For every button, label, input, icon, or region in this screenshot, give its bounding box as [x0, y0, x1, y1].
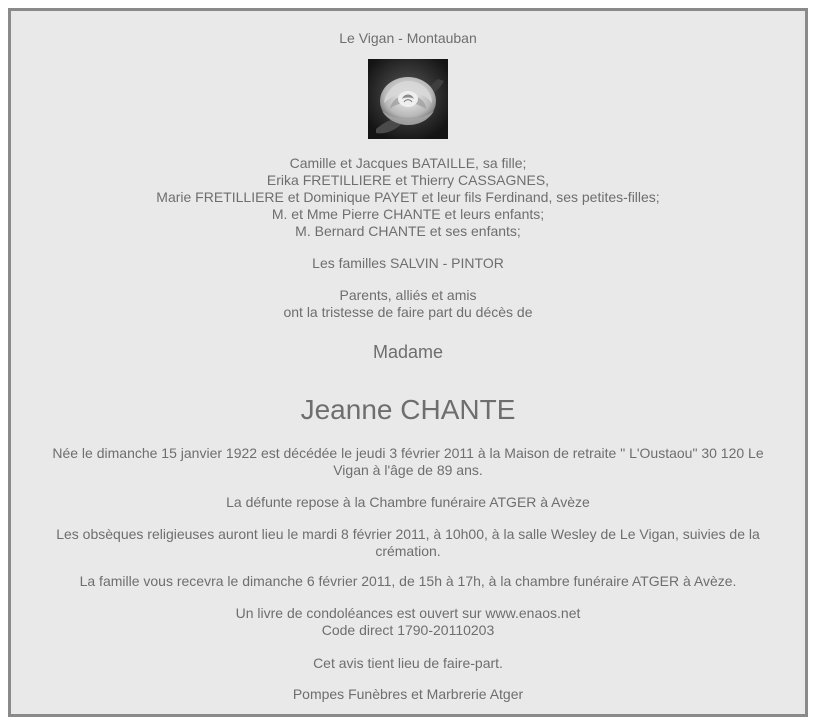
condolences-code: Code direct 1790-20110203 [321, 622, 495, 638]
family-line: Marie FRETILLIERE et Dominique PAYET et leur fils Ferdinand, ses petites-filles; [156, 189, 660, 205]
announcement-line: ont la tristesse de faire part du décès de [283, 304, 533, 320]
family-line: Erika FRETILLIERE et Thierry CASSAGNES, [266, 172, 550, 188]
family-list [11, 155, 805, 240]
reception-text: La famille vous recevra le dimanche 6 février 2011, de 15h à 17h, à la chambre funéraire ATGER à Avèze. [79, 573, 737, 589]
parents-block [11, 287, 805, 321]
condolences-link-text[interactable]: Un livre de condoléances est ouvert sur www.enaos.net [235, 605, 581, 621]
rose-icon [368, 59, 448, 139]
families-text: Les familles SALVIN - PINTOR [312, 255, 504, 271]
deceased-title: Madame [372, 342, 444, 362]
funeral-text: Les obsèques religieuses auront lieu le mardi 8 février 2011, à 10h00, à la salle Wesley de Le Vigan, suivies de la crémation. [56, 526, 760, 559]
location-text: Le Vigan - Montauban [339, 30, 477, 46]
deceased-name: Jeanne CHANTE [300, 394, 516, 425]
family-line: Camille et Jacques BATAILLE, sa fille; [289, 155, 527, 171]
parents-line: Parents, alliés et amis [339, 287, 477, 303]
rose-photo [368, 59, 448, 139]
funeral-home-text: Pompes Funèbres et Marbrerie Atger [292, 686, 524, 702]
rests-text: La défunte repose à la Chambre funéraire ATGER à Avèze [226, 494, 590, 510]
birth-death-text: Née le dimanche 15 janvier 1922 est décédée le jeudi 3 février 2011 à la Maison de retraite " L'Oustaou" 30 120 Le Vigan à l'âge de 89 ans. [52, 445, 764, 478]
notice-text: Cet avis tient lieu de faire-part. [313, 655, 503, 671]
condolences-block [37, 605, 779, 639]
family-line: M. et Mme Pierre CHANTE et leurs enfants; [271, 206, 545, 222]
family-line: M. Bernard CHANTE et ses enfants; [295, 223, 521, 239]
obituary-frame [8, 8, 808, 717]
